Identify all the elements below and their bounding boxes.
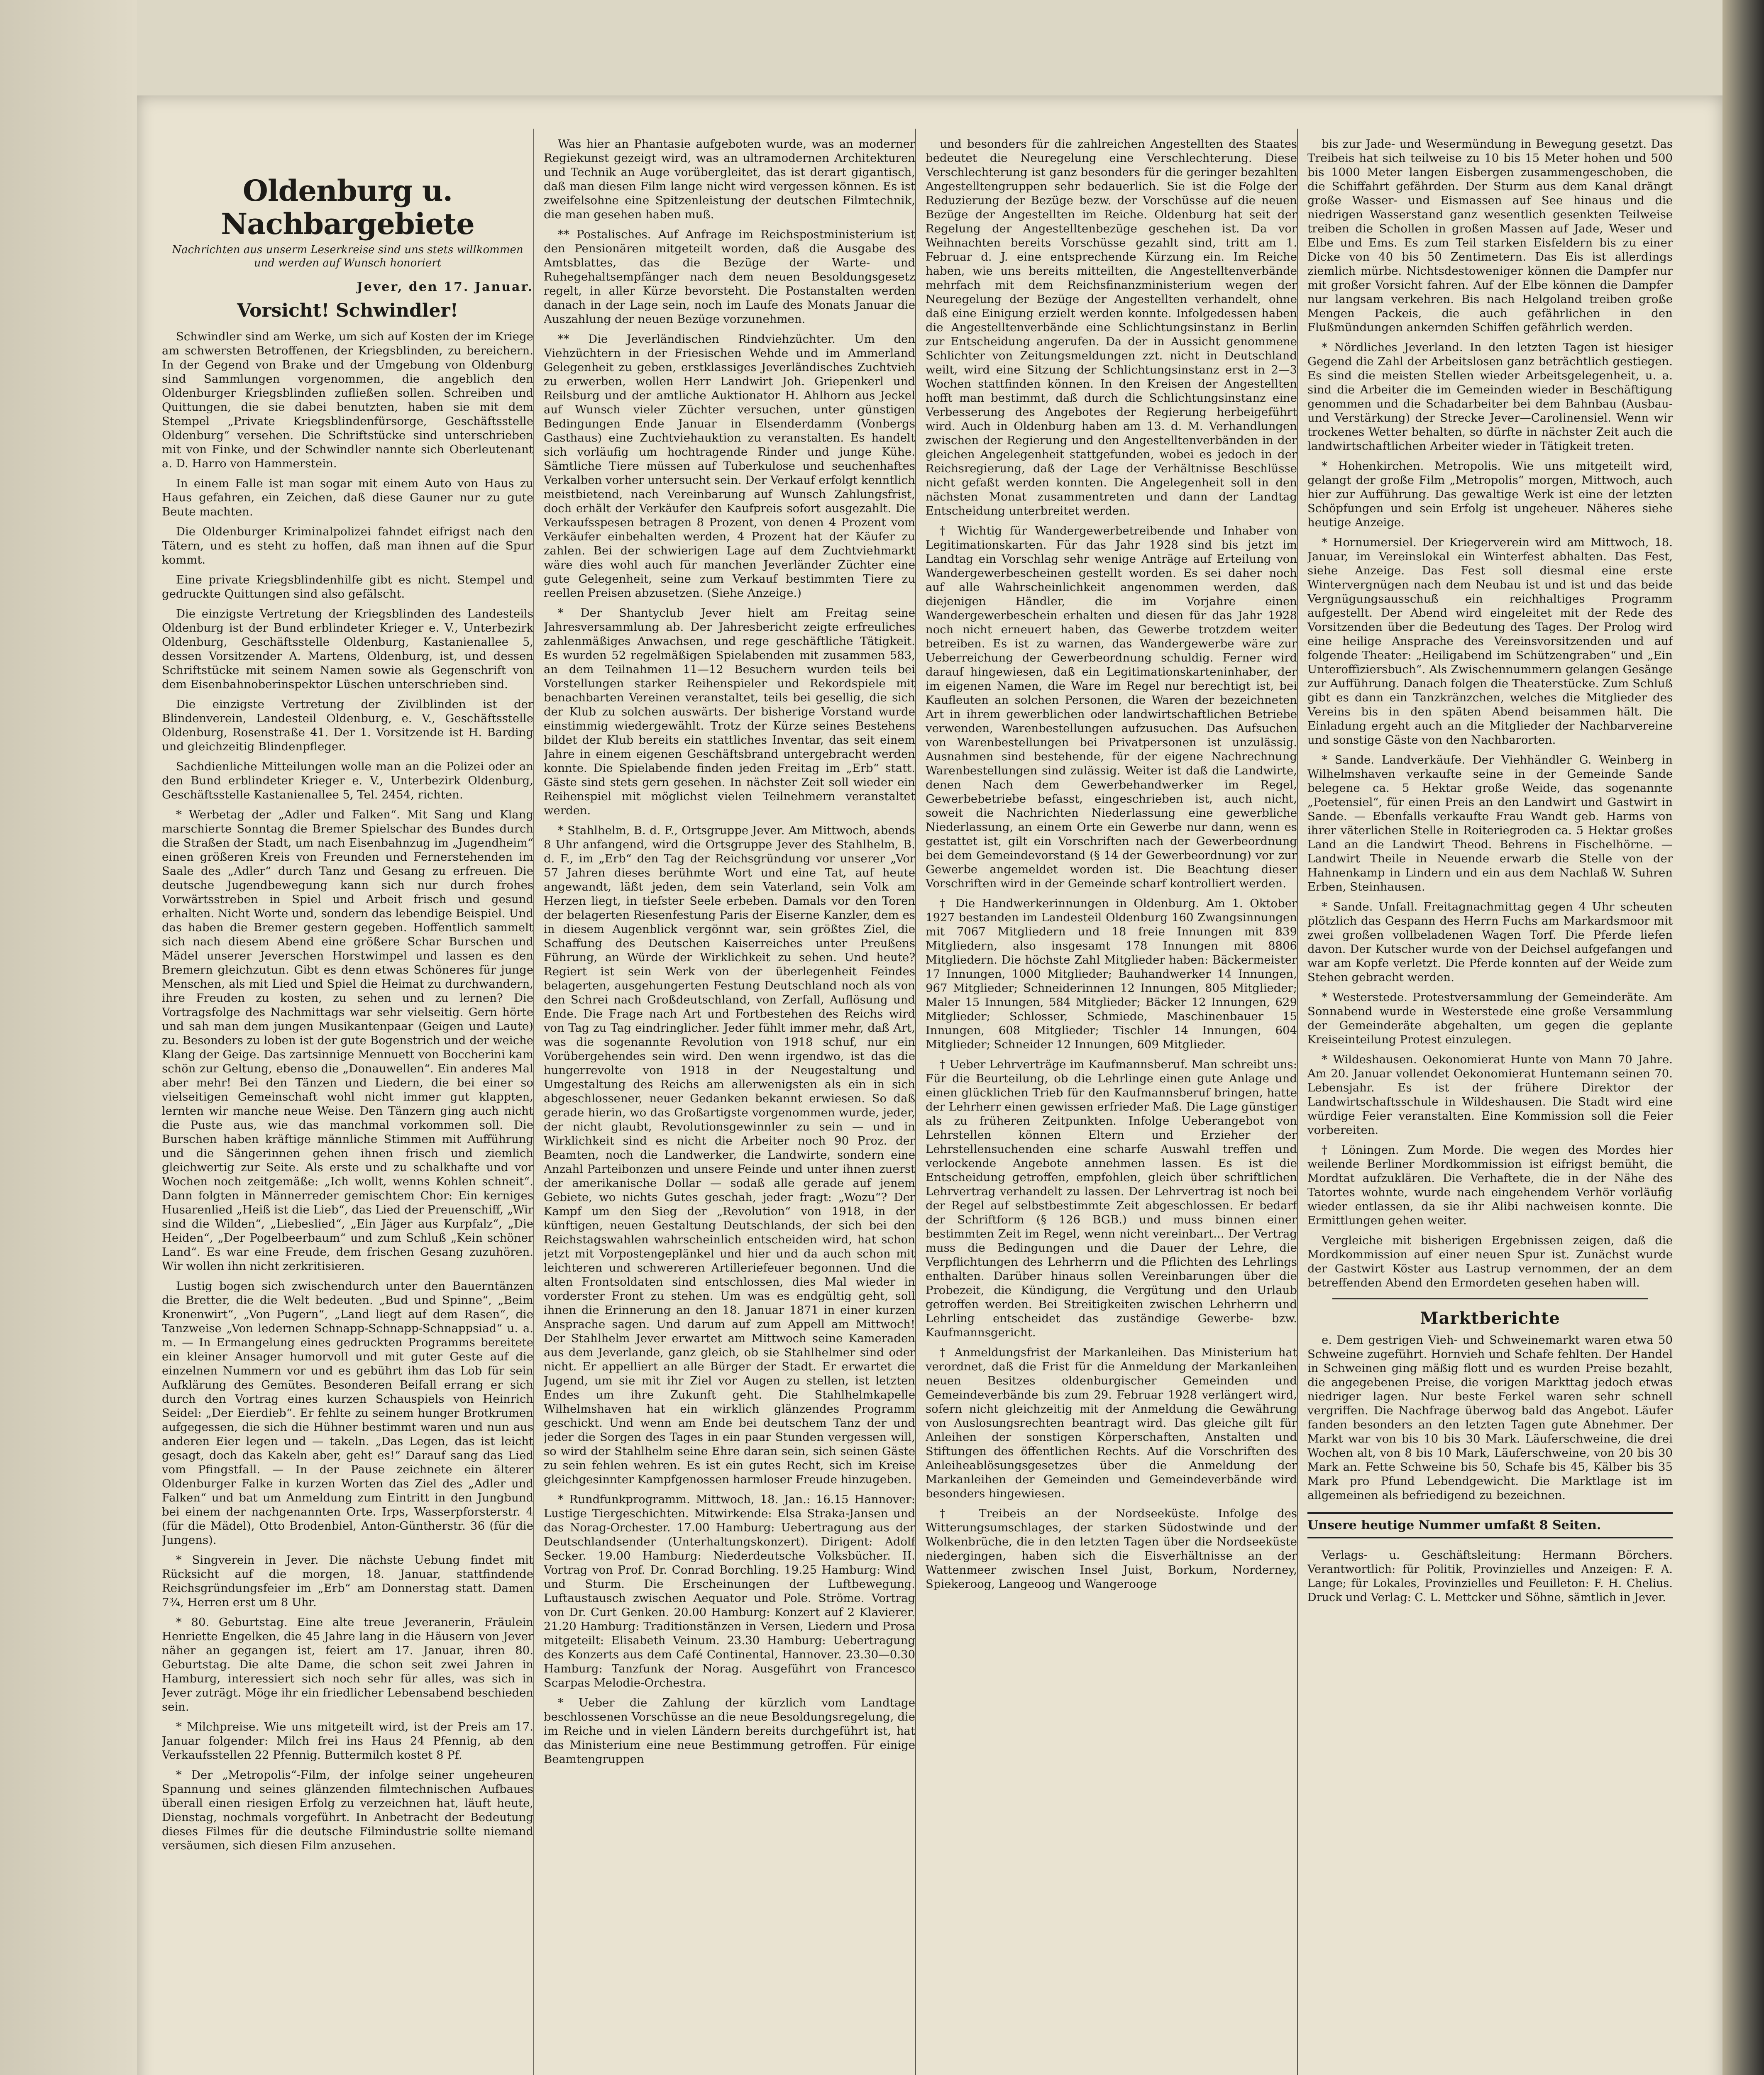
page-margin-left <box>0 0 137 2075</box>
paragraph: * Hornumersiel. Der Kriegerverein wird am Mittwoch, 18. Januar, im Vereinslokal ein Winterfest abhalten. Das Fest, siehe Anzeige. Das Fest soll diesmal eine erste Wintervergnügen nach dem Neubau ist und ist und das beide Vergnügungsausschuß ein reichhaltiges Programm aufgestellt. Der Abend wird eingeleitet mit der Rede des Vorsitzenden über die Bedeutung des Tages. Der Prolog wird eine heilige Ansprache des Vereinsvorsitzenden und auf folgende Theater: „Heiligabend im Schützengraben“ und „Ein Unteroffiziersbuch“. Als Zwischennummern gelangen Gesänge zur Aufführung. Danach folgen die Theaterstücke. Zum Schluß gibt es dann ein Tanzkränzchen, welches die Mitglieder des Vereins bis in den späten Abend beisammen hält. Die Einladung ergeht auch an die Mitglieder der Nachbarvereine und sonstige Gäste von den Nachbarorten. <box>1307 536 1673 747</box>
paragraph: Was hier an Phantasie aufgeboten wurde, was an moderner Regiekunst gezeigt wird, was an ultramodernen Architekturen und Technik an Auge vorübergleitet, das ist derart gigantisch, daß man diesen Film lange nicht wird vergessen können. Es ist zweifelsohne eine Spitzenleistung der deutschen Filmtechnik, die man gesehen haben muß. <box>544 137 915 221</box>
column-rule <box>915 129 916 2075</box>
paragraph: ** Die Jeverländischen Rindviehzüchter. Um den Viehzüchtern in der Friesischen Wehde und im Ammerland Gelegenheit zu geben, erstklassiges Jeverländisches Zuchtvieh zu erwerben, wollen Herr Landwirt Joh. Griepenkerl und Reilsburg und der amtliche Auktionator H. Ahlhorn aus Jeckel auf Wunsch vieler Züchter versuchen, unter günstigen Bedingungen Ende Januar in Elsenderdamm (Vonbergs Gasthaus) eine Zuchtviehauktion zu veranstalten. Es handelt sich vorläufig um hochtragende Rinder und junge Kühe. Sämtliche Tiere müssen auf Tuberkulose und seuchenhaftes Verkalben vorher untersucht sein. Der Verkauf erfolgt kenntlich meistbietend, nach Vereinbarung auf Wunsch Zahlungsfrist, doch erhält der Verkäufer den Kaufpreis sofort ausgezahlt. Die Verkaufsspesen betragen 8 Prozent, von denen 4 Prozent vom Verkäufer einbehalten werden, 4 Prozent hat der Käufer zu zahlen. Bei der schwierigen Lage auf dem Zuchtviehmarkt wäre dies wohl auch für manchen Jeverländer Züchter eine gute Gelegenheit, seine zum Verkauf bestimmten Tiere zu reellen Preisen abzusetzen. (Siehe Anzeige.) <box>544 332 915 600</box>
article-body <box>544 137 915 1766</box>
paragraph: * Wildeshausen. Oekonomierat Hunte von Mann 70 Jahre. Am 20. Januar vollendet Oekonomierat Huntemann seinen 70. Lebensjahr. Es ist der frühere Direktor der Landwirtschaftsschule in Wildeshausen. Die Stadt wird eine würdige Feier veranstalten. Eine Kommission soll die Feier vorbereiten. <box>1307 1053 1673 1137</box>
paragraph: * Werbetag der „Adler und Falken“. Mit Sang und Klang marschierte Sonntag die Bremer Spielschar des Bundes durch die Straßen der Stadt, um nach Eisenbahnzug im „Jugendheim“ einen größeren Kreis von Freunden und Fernerstehenden im Saale des „Adler“ durch Tanz und Gesang zu erfreuen. Die deutsche Jugendbewegung kann sich nur durch frohes Vorwärtsstreben in Spiel und Arbeit frisch und gesund erhalten. Nicht Worte und, sondern das lebendige Beispiel. Und das haben die Bremer gestern gegeben. Hoffentlich sammelt sich nach diesem Abend eine größere Schar Burschen und Mädel unserer Jeverschen Horstwimpel und lassen es den Bremern gleichzutun. Gibt es denn etwas Schöneres für junge Menschen, als mit Lied und Spiel die Heimat zu durchwandern, ihre Freuden zu kosten, zu sehen und zu lernen? Die Vortragsfolge des Nachmittags war sehr vielseitig. Gern hörte und sah man dem jungen Musikantenpaar (Geigen und Laute) zu. Besonders zu loben ist der gute Bogenstrich und der weiche Klang der Geige. Das zartsinnige Mennuett von Boccherini kam schön zur Geltung, ebenso die „Donauwellen“. Ein anderes Mal aber mehr! Bei den Tänzen und Liedern, die bei einer so vielseitigen Gemeinschaft wohl nicht immer gut klappten, lernten wir manche neue Weise. Den Tänzern ging auch nicht die Puste aus, wie das manchmal vorkommen soll. Die Burschen haben kräftige männliche Stimmen mit Aufführung und die Sängerinnen gehen ihnen frisch und ziemlich gleichwertig zur Seite. Als erste und zu schalkhafte und vor Wochen noch zeitgemäße: „Ich wollt, wenns Kohlen schneit“. Dann folgten in Männerreder gemischtem Chor: Ein kerniges Husarenlied „Heiß ist die Lieb“, das Lied der Preuenschiff, „Wir sind die Wilden“, „Liebeslied“, „Ein Jäger aus Kurpfalz“, „Die Heiden“, „Der Pogelbeerbaum“ und zum Schluß „Kein schöner Land“. Es war eine Freude, dem frischen Gesang zuzuhören. Wir wollen ihn nicht zerkritisieren. <box>162 808 533 1273</box>
paragraph: Die einzigste Vertretung der Zivilblinden ist der Blindenverein, Landesteil Oldenburg, e. V., Geschäftsstelle Oldenburg, Rosenstraße 41. Der 1. Vorsitzende ist H. Barding und gleichzeitig Blindenpfleger. <box>162 698 533 753</box>
article-headline: Vorsicht! Schwindler! <box>237 300 458 321</box>
newspaper-page <box>137 95 1722 2075</box>
paragraph: Sachdienliche Mitteilungen wolle man an die Polizei oder an den Bund erblindeter Krieger e. V., Unterbezirk Oldenburg, Geschäftsstelle Kastanienallee 5, Tel. 2454, richten. <box>162 760 533 801</box>
paragraph: † Treibeis an der Nordseeküste. Infolge des Witterungsumschlages, der starken Südostwinde und der Wolkenbrüche, die in den letzten Tagen über die Nordseeküste niedergingen, haben sich die Eisverhältnisse an der Wattenmeer zwischen Insel Juist, Borkum, Norderney, Spiekeroog, Langeoog und Wangerooge <box>926 1507 1297 1591</box>
paragraph: * Rundfunkprogramm. Mittwoch, 18. Jan.: 16.15 Hannover: Lustige Tiergeschichten. Mitwirkende: Elsa Straka-Jansen und das Norag-Orchester. 17.00 Hamburg: Uebertragung aus der Deutschlandsender (Unterhaltungskonzert). Dirigent: Adolf Secker. 19.00 Hamburg: Niederdeutsche Volksbücher. II. Vortrag von Prof. Dr. Conrad Borchling. 19.25 Hamburg: Wind und Sturm. Die Erscheinungen der Luftbewegung. Luftaustausch zwischen Aequator und Pole. Ströme. Vortrag von Dr. Curt Genken. 20.00 Hamburg: Konzert auf 2 Klavierer. 21.20 Hamburg: Traditionstänzen in Versen, Liedern und Prosa mitgeteilt: Elisabeth Veinum. 23.30 Hamburg: Uebertragung des Konzerts aus dem Café Continental, Hannover. 23.30—0.30 Hamburg: Tanzfunk der Norag. Ausgeführt von Francesco Scarpas Melodie-Orchestra. <box>544 1493 915 1689</box>
paragraph: bis zur Jade- und Wesermündung in Bewegung gesetzt. Das Treibeis hat sich teilweise zu 10 bis 15 Meter hohen und 500 bis 1000 Meter langen Eisbergen zusammengeschoben, die die Schiffahrt gefährden. Der Sturm aus dem Kanal drängt große Wasser- und Eismassen auf See hinaus und die niedrigen Wasserstand ganz wesentlich gesenkten Teilweise treiben die Schollen in großen Massen auf Jade, Weser und Elbe und Ems. Es zum Teil starken Eisfeldern bis zu einer Dicke von 40 bis 50 Zentimetern. Das Eis ist allerdings ziemlich mürbe. Nichtsdestoweniger können die Dampfer nur mit großer Vorsicht fahren. Auf der Elbe können die Dampfer nur langsam verkehren. Bis nach Helgoland treiben große Mengen Packeis, die auch gefährlichen in den Flußmündungen ankernden Schiffen gefährlich werden. <box>1307 137 1673 334</box>
column-1 <box>162 137 533 2075</box>
paragraph: ** Postalisches. Auf Anfrage im Reichspostministerium ist den Pensionären mitgeteilt worden, daß die Ausgabe des Amtsblattes, das die Bezüge der Warte- und Ruhegehaltsempfänger nach dem neuen Besoldungsgesetz regelt, in aller Kürze bevorsteht. Die Postanstalten werden danach in der Lage sein, noch im Laufe des Monats Januar die Auszahlung der neuen Bezüge vorzunehmen. <box>544 228 915 326</box>
paragraph: * Der Shantyclub Jever hielt am Freitag seine Jahresversammlung ab. Der Jahresbericht zeigte erfreuliches zahlenmäßiges Anwachsen, und rege geschäftliche Tätigkeit. Es wurden 52 regelmäßigen Spielabenden mit zusammen 583, an dem Teilnahmen 11—12 Besuchern wurden teils bei Vorstellungen starker Reihenspieler und Rekordspiele mit benachbarten Vereinen veranstaltet, teils bei gesellig, die sich der Klub zu solchen auswärts. Der bisherige Vorstand wurde einstimmig wiedergewählt. Trotz der Kürze seines Bestehens bildet der Klub bereits ein stattliches Inventar, das seit einem Jahre in einem eigenen Geschäftsbrand untergebracht werden konnte. Die Spielabende finden jeden Freitag im „Erb“ statt. Gäste sind stets gern gesehen. In nächster Zeit soll wieder ein Reihenspiel mit möglichst vielen Teilnehmern veranstaltet werden. <box>544 606 915 817</box>
paragraph: Verlags- u. Geschäftsleitung: Hermann Börchers. Verantwortlich: für Politik, Provinzielles und Anzeigen: F. A. Lange; für Lokales, Provinzielles und Feuilleton: F. H. Chelius. Druck und Verlag: C. L. Mettcker und Söhne, sämtlich in Jever. <box>1307 1549 1673 1604</box>
paragraph: Die Oldenburger Kriminalpolizei fahndet eifrigst nach den Tätern, und es steht zu hoffen, daß man ihnen auf die Spur kommt. <box>162 525 533 566</box>
paragraph: * Hohenkirchen. Metropolis. Wie uns mitgeteilt wird, gelangt der große Film „Metropolis“ morgen, Mittwoch, auch hier zur Aufführung. Das gewaltige Werk ist eine der letzten Schöpfungen und sein Erfolg ist ungeheuer. Näheres siehe heutige Anzeige. <box>1307 459 1673 529</box>
column-3 <box>926 137 1297 2075</box>
paragraph: Die einzigste Vertretung der Kriegsblinden des Landesteils Oldenburg ist der Bund erblindeter Krieger e. V., Unterbezirk Oldenburg, Geschäftsstelle Oldenburg, Kastanienallee 5, dessen Vorsitzender A. Martens, Oldenburg, ist, und dessen Schriftstücke mit seinem Namen sowie als Gegenschrift von dem Eisenbahnoberinspektor Lüschen unterschrieben sind. <box>162 607 533 691</box>
paragraph: Lustig bogen sich zwischendurch unter den Bauerntänzen die Bretter, die die Welt bedeuten. „Bud und Spinne“, „Beim Kronenwirt“, „Von Pugern“, „Land liegt auf dem Rasen“, die Tanzweise „Von ledernen Schnapp-Schnapp-Schnappsiad“ u. a. m. — In Ermangelung eines gedruckten Programms bereitete ein kleiner Ansager humorvoll und mit guter Geste auf die einzelnen Nummern vor und es gebührt ihm das Lob für sein Aufklärung des Gemütes. Besonderen Beifall errang er sich durch den Vortrag eines kurzen Schauspiels von Heinrich Seidel: „Der Eierdieb“. Er fehlte zu seinem hunger Brotkrumen aufgegessen, die sich die Hühner bestimmt waren und nun aus anderen Eier legen und — takeln. „Das Legen, das ist leicht gesagt, doch das Kakeln aber, geht es!“ Darauf sang das Lied vom Pfingstfall. — In der Pause zeichnete ein älterer Oldenburger Falke in kurzen Worten das Ziel des „Adler und Falken“ und bat um Anmeldung zum Eintritt in den Jungbund bei einem der nachgenannten Orte. Irps, Wasserpforsterstr. 4 (für die Mädel), Otto Brodenbiel, Anton-Güntherstr. 36 (für die Jungens). <box>162 1279 533 1547</box>
paragraph: Schwindler sind am Werke, um sich auf Kosten der im Kriege am schwersten Betroffenen, der Kriegsblinden, zu bereichern. In der Gegend von Brake und der Umgebung von Oldenburg sind Sammlungen vorgenommen, die angeblich den Oldenburger Kriegsblinden zufließen sollen. Schreiben und Quittungen, die sie dabei benutzten, haben sie mit dem Stempel „Private Kriegsblindenfürsorge, Geschäftsstelle Oldenburg“ versehen. Die Schriftstücke sind unterschrieben mit von Finke, und der Schwindler nannte sich Oberleutenant a. D. Harro von Hammerstein. <box>162 330 533 470</box>
imprint <box>1307 1548 1673 1605</box>
paragraph: † Wichtig für Wandergewerbetreibende und Inhaber von Legitimationskarten. Für das Jahr 1928 sind bis jetzt im Landtag ein Vorschlag sehr wenige Anträge auf Erteilung von Wandergewerbescheinen gestellt worden. Es sei daher noch auf alle Wahrscheinlichkeit angenommen werden, daß diejenigen Händler, die im Vorjahre einen Wandergewerbeschein erhalten und diesen für das Jahr 1928 noch nicht erneuert haben, das Gewerbe trotzdem weiter betreiben. Es ist zu warnen, das Wandergewerbe wäre zur Ueberreichung der Gewerbeordnung schuldig. Ferner wird darauf hingewiesen, daß ein Legitimationskarteninhaber, der im eigenen Namen, die Ware im Regel nur berechtigt ist, bei Kaufleuten an solchen Personen, die Waren der bezeichneten Art in ihrem gewerblichen oder landwirtschaftlichen Betriebe verwenden, Warenbestellungen aufzusuchen. Das Aufsuchen von Warenbestellungen bei Privatpersonen ist unzulässig. Ausnahmen sind bestehende, für der eigene Nachrechnung Warenbestellungen sind zulässig. Weiter ist daß die Landwirte, denen Nach dem Gewerbehandwerker im Regel, Gewerbebetriebe befasst, eingeschrieben ist, auch nicht, soweit die Nachrichten Niederlassung eine gewerbliche Niederlassung, an einem Orte ein Gewerbe nur dann, wenn es gestattet ist, gilt ein Vorschriften nach der Gewerbeordnung bei dem Gemeindevorstand (§ 14 der Gewerbeordnung) vor zur Gewerbe angemeldet worden ist. Die Beachtung dieser Vorschriften wird in der Gemeinde scharf kontrolliert werden. <box>926 524 1297 890</box>
paragraph: * Sande. Landverkäufe. Der Viehhändler G. Weinberg in Wilhelmshaven verkaufte seine in der Gemeinde Sande belegene ca. 5 Hektar große Weide, das sogenannte „Poetensiel“, für einen Preis an den Landwirt und Gastwirt in Sande. — Ebenfalls verkaufte Frau Wandt geb. Harms von ihrer väterlichen Stelle in Roiteriegroden ca. 5 Hektar großes Land an die Landwirt Theod. Behrens in Fischelhörne. — Landwirt Theile in Neuende erwarb die Stelle von der Hahnenkamp in Lindern und ein aus dem Nachlaß W. Suhren Erben, Steinhausen. <box>1307 753 1673 893</box>
paragraph: und besonders für die zahlreichen Angestellten des Staates bedeutet die Neuregelung eine Verschlechterung. Diese Verschlechterung ist ganz besonders für die geringer bezahlten Angestelltengruppen sehr bedauerlich. Sie ist die Folge der Reduzierung der Bezüge bezw. der Vorschüsse auf die neuen Bezüge der Angestellten im Reiche. Oldenburg hat seit der Regelung der Angestelltenbezüge geschehen ist. Da vor Weihnachten bereits Vorschüsse gezahlt sind, tritt am 1. Februar d. J. eine entsprechende Kürzung ein. Im Reiche haben, wie uns bereits mitteilten, die Angestelltenverbände mehrfach mit dem Reichsfinanzministerium wegen der Neuregelung der Bezüge der Angestellten verhandelt, ohne daß eine Einigung erzielt werden konnte. Infolgedessen haben die Angestelltenverbände eine Schlichtungsinstanz in Berlin zur Entscheidung angerufen. Da der in Aussicht genommene Schlichter von Zeitungsmeldungen zzt. nicht in Deutschland weilt, wird eine Sitzung der Schlichtungsinstanz erst in 2—3 Wochen stattfinden können. In den Kreisen der Angestellten hofft man bestimmt, daß durch die Schlichtungsinstanz eine Verbesserung des Angebotes der Regierung herbeigeführt wird. Auch in Oldenburg haben am 13. d. M. Verhandlungen zwischen der Regierung und den Angestelltenverbänden in der gleichen Angelegenheit stattgefunden, wobei es jedoch in der Reichsregierung, daß der Lage der Verhältnisse Beschlüsse nicht gefaßt werden konnten. Die Angelegenheit soll in den nächsten Monat zusammentreten und dann der Landtag Entscheidung unterbreitet werden. <box>926 137 1297 518</box>
paragraph: * Der „Metropolis“-Film, der infolge seiner ungeheuren Spannung und seines glänzenden filmtechnischen Aufbaues überall einen riesigen Erfolg zu verzeichnen hat, läuft heute, Dienstag, nochmals vorgeführt. In Anbetracht der Bedeutung dieses Filmes für die deutsche Filmindustrie sollte niemand versäumen, sich diesen Film anzusehen. <box>162 1768 533 1852</box>
column-rule <box>533 129 534 2075</box>
dateline: Jever, den 17. Januar. <box>357 280 533 294</box>
paragraph: † Anmeldungsfrist der Markanleihen. Das Ministerium hat verordnet, daß die Frist für die Anmeldung der Markanleihen neuen Besitzes oldenburgischer Gemeinden und Gemeindeverbände bis zum 29. Februar 1928 verlängert wird, sofern nicht gleichzeitig mit der Anmeldung die Gewährung von Auslosungsrechten beantragt wird. Das gleiche gilt für Anleihen der sonstigen Körperschaften, Anstalten und Stiftungen des öffentlichen Rechts. Auf die Vorschriften des Anleiheablösungsgesetzes über die Anmeldung der Markanleihen der Gemeinden und Gemeindeverbände wird besonders hingewiesen. <box>926 1346 1297 1500</box>
article-body <box>1307 137 1673 1290</box>
paragraph: Vergleiche mit bisherigen Ergebnissen zeigen, daß die Mordkommission auf einer neuen Spur ist. Zunächst wurde der Gastwirt Köster aus Lastrup vernommen, der an dem betreffenden Abend den Ermordeten gesehen haben will. <box>1307 1234 1673 1289</box>
market-report-title: Marktberichte <box>1420 1308 1560 1328</box>
paragraph: * Sande. Unfall. Freitagnachmittag gegen 4 Uhr scheuten plötzlich das Gespann des Herrn Fuchs am Markardsmoor mit zwei großen vollbeladenen Wagen Torf. Die Pferde liefen davon. Der Kutscher wurde von der Deichsel aufgefangen und war am Kopfe verletzt. Die Pferde konnten auf der Weide zum Stehen gebracht werden. <box>1307 900 1673 984</box>
paragraph: * Stahlhelm, B. d. F., Ortsgruppe Jever. Am Mittwoch, abends 8 Uhr anfangend, wird die Ortsgruppe Jever des Stahlhelm, B. d. F., im „Erb“ den Tag der Reichsgründung vor unserer „Vor 57 Jahren dieses berühmte Wort und eine Tat, auf heute angewandt, läßt jeden, dem sein Vaterland, sein Volk am Herzen liegt, in tiefster Seele erbeben. Damals vor den Toren der belagerten Riesenfestung Paris der Eiserne Kanzler, dem es in diesem Augenblick vergönnt war, sein größtes Ziel, die Schaffung des Deutschen Kaiserreiches unter Preußens Führung, an Würde der Wirklichkeit zu sehen. Und heute? Regiert ist sein Werk von der überlegenheit Feindes belagerten, ausgehungerten Festung Deutschland noch als von den Schrei nach Großdeutschland, von Zerfall, Auflösung und Ende. Die Frage nach Art und Fortbestehen des Reichs wird von Tag zu Tag eindringlicher. Jeder fühlt immer mehr, daß Art, was die sogenannte Revolution von 1918 schuf, nur ein Vorübergehendes sein wird. Den wenn irgendwo, ist das die hungerrevolte von 1918 in der Neugestaltung und Umgestaltung des Reichs am allerwenigsten als ein in sich abgeschlossener, neuer Gedanken bekannt erwiesen. So daß gerade hierin, wo das Großartigste vorgenommen wurde, jeder, der nicht glaubt, Revolutionsgewinnler zu sein — und in Wirklichkeit sind es nicht die Arbeiter noch 90 Proz. der Beamten, noch die Landwerker, die Landwirte, sondern eine Anzahl Parteibonzen und unsere Feinde und unter ihnen zuerst der amerikanische Dollar — sodaß alle gerade auf jenem Gebiete, wo nichts Gutes geschah, jeder fragt: „Wozu“? Der Kampf um den Sieg der „Revolution“ von 1918, in der künftigen, neuen Gestaltung Deutschlands, der sich bei den Reichstagswahlen wahrscheinlich entscheiden wird, hat schon jetzt mit Vorpostengeplänkel und hier und da auch schon mit leichteren und schwereren Artilleriefeuer begonnen. Und die alten Frontsoldaten sind entschlossen, dies Mal wieder in vorderster Front zu stehen. Um was es endgültig geht, soll ihnen die Erinnerung an den 18. Januar 1871 in einer kurzen Ansprache sagen. Und darum auf zum Appell am Mittwoch! Der Stahlhelm Jever erwartet am Mittwoch seine Kameraden aus dem Jeverlande, ganz gleich, ob sie Stahlhelmer sind oder nicht. Er appelliert an alle Bürger der Stadt. Er erwartet die Jugend, um sie mit ihr Ziel vor Augen zu stellen, ist letzten Endes um ihre Zukunft geht. Die Stahlhelmkapelle Wilhelmshaven hat ein wirklich glänzendes Programm geschickt. Und wenn am Ende bei deutschem Tanz der und jeder die Sorgen des Tages in ein paar Stunden vergessen will, so wird der Stahlhelm seine Ehre daran sein, sich seinen Gäste zu sein fehlen wehren. Es ist ein gutes Recht, sich im Kreise gleichgesinnter Kampfgenossen harmloser Freude hinzugeben. <box>544 824 915 1486</box>
market-report-body <box>1307 1333 1673 1502</box>
column-rule <box>1297 129 1298 2075</box>
paragraph: † Die Handwerkerinnungen in Oldenburg. Am 1. Oktober 1927 bestanden im Landesteil Oldenburg 160 Zwangsinnungen mit 7067 Mitgliedern und 18 freie Innungen mit 839 Mitgliedern, also insgesamt 178 Innungen mit 8806 Mitgliedern. Die höchste Zahl Mitglieder haben: Bäckermeister 17 Innungen, 1000 Mitglieder; Bauhandwerker 14 Innungen, 967 Mitglieder; Schneiderinnen 12 Innungen, 805 Mitglieder; Maler 15 Innungen, 584 Mitglieder; Bäcker 12 Innungen, 629 Mitglieder; Schlosser, Schmiede, Maschinenbauer 15 Innungen, 608 Mitglieder; Tischler 14 Innungen, 604 Mitglieder; Schneider 12 Innungen, 609 Mitglieder. <box>926 897 1297 1051</box>
paragraph: * 80. Geburtstag. Eine alte treue Jeveranerin, Fräulein Henriette Engelken, die 45 Jahre lang in die Häusern von Jever näher an gegangen ist, feiert am 17. Januar, ihren 80. Geburtstag. Die alte Dame, die schon seit zwei Jahren in Hamburg, interessiert sich noch sehr für alles, was sich in Jever zuträgt. Möge ihr ein friedlicher Lebensabend beschieden sein. <box>162 1616 533 1714</box>
paragraph: * Ueber die Zahlung der kürzlich vom Landtage beschlossenen Vorschüsse an die neue Besoldungsregelung, die im Reiche und in vielen Ländern bereits durchgeführt ist, hat das Ministerium eine neue Bestimmung getroffen. Für einige Beamtengruppen <box>544 1696 915 1766</box>
paragraph: * Westerstede. Protestversammlung der Gemeinderäte. Am Sonnabend wurde in Westerstede eine große Versammlung der Gemeinderäte abgehalten, um gegen die geplante Kreiseinteilung Protest einzulegen. <box>1307 991 1673 1046</box>
section-divider <box>1332 1298 1648 1299</box>
section-masthead: Oldenburg u. Nachbargebiete <box>221 173 474 241</box>
paragraph: e. Dem gestrigen Vieh- und Schweinemarkt waren etwa 50 Schweine zugeführt. Hornvieh und Schafe fehlten. Der Handel in Schweinen ging mäßig flott und es wurden Preise bezahlt, die angegebenen Preise, die vorigen Markttag jedoch etwas niedriger lagen. Nur beste Ferkel waren sehr schnell vergriffen. Die Nachfrage überwog bald das Angebot. Läufer fanden besonders an den letzten Tagen gute Abnehmer. Der Markt war von bis 10 bis 30 Mark. Läuferschweine, die drei Wochen alt, von 8 bis 10 Mark, Läuferschweine, von 20 bis 30 Mark an. Fette Schweine bis 50, Schafe bis 45, Kälber bis 35 Mark pro Pfund Lebendgewicht. Die Marktlage ist im allgemeinen als befriedigend zu bezeichnen. <box>1307 1333 1673 1502</box>
column-2 <box>544 137 915 2075</box>
paragraph: * Milchpreise. Wie uns mitgeteilt wird, ist der Preis am 17. Januar folgender: Milch frei ins Haus 24 Pfennig, ab den Verkaufsstellen 22 Pfennig. Buttermilch kostet 8 Pf. <box>162 1720 533 1762</box>
page-edge-shadow <box>1722 0 1764 2075</box>
paragraph: * Singverein in Jever. Die nächste Uebung findet mit Rücksicht auf die morgen, 18. Januar, stattfindende Reichsgründungsfeier im „Erb“ am Donnerstag statt. Damen 7¾, Herren erst um 8 Uhr. <box>162 1553 533 1609</box>
paragraph: † Ueber Lehrverträge im Kaufmannsberuf. Man schreibt uns: Für die Beurteilung, ob die Lehrlinge einen gute Anlage und einen glücklichen Trieb für den Kaufmannsberuf bringen, hatte der Lehrherr einen gewissen erfrieder Maß. Die Lage günstiger als zu früheren Zeitpunkten. Infolge Ueberangebot von Lehrstellen können Eltern und Erzieher der Lehrstellensuchenden eine scharfe Auswahl treffen und verlockende Angebote annehmen lassen. Es ist die Entscheidung getroffen, empfohlen, gleich über schriftlichen Lehrvertrag verhandelt zu lassen. Der Lehrvertrag ist noch bei der Regel auf selbstbestimmte Zeit abgeschlossen. Er bedarf der Schriftform (§ 126 BGB.) und muss binnen einer bestimmten Zeit im Regel, wenn nicht vereinbart... Der Vertrag muss die Bedingungen und die Dauer der Lehre, die Verpflichtungen des Lehrherrn und die Pflichten des Lehrlings enthalten. Darüber hinaus sollen Vereinbarungen über die Probezeit, die Kündigung, die Vergütung und den Urlaub getroffen werden. Bei Streitigkeiten zwischen Lehrherrn und Lehrling entscheidet das zuständige Gewerbe- bzw. Kaufmannsgericht. <box>926 1058 1297 1339</box>
issue-page-count-note: Unsere heutige Nummer umfaßt 8 Seiten. <box>1307 1512 1673 1538</box>
article-body <box>926 137 1297 1591</box>
column-4 <box>1307 137 1673 2075</box>
paragraph: * Nördliches Jeverland. In den letzten Tagen ist hiesiger Gegend die Zahl der Arbeitslosen ganz beträchtlich gestiegen. Es sind die meisten Stellen wieder Arbeitsgelegenheit, u. a. sind die Arbeiter die im Gemeinden wieder in Beschäftigung genommen und die Schadarbeiter bei dem Bahnbau (Ausbau- und Verstärkung) der Strecke Jever—Carolinensiel. Wenn wir trockenes Wetter behalten, so dürfte in nächster Zeit auch die landwirtschaftlichen Arbeiter wieder in Tätigkeit treten. <box>1307 341 1673 453</box>
section-subtitle: Nachrichten aus unserm Leserkreise sind uns stets willkommen und werden auf Wunsch honoriert <box>172 244 523 269</box>
paragraph: In einem Falle ist man sogar mit einem Auto von Haus zu Haus gefahren, ein Zeichen, daß diese Gauner nur zu gute Beute machten. <box>162 477 533 518</box>
article-body <box>162 330 533 1853</box>
paragraph: Eine private Kriegsblindenhilfe gibt es nicht. Stempel und gedruckte Quittungen sind also gefälscht. <box>162 573 533 601</box>
paragraph: † Löningen. Zum Morde. Die wegen des Mordes hier weilende Berliner Mordkommission ist eifrigst bemüht, die Mordtat aufzuklären. Die Verhaftete, die in der Nähe des Tatortes wohnte, wurde nach eingehendem Verhör vorläufig wieder entlassen, da sie ihr Alibi nachweisen konnte. Die Ermittlungen gehen weiter. <box>1307 1143 1673 1227</box>
